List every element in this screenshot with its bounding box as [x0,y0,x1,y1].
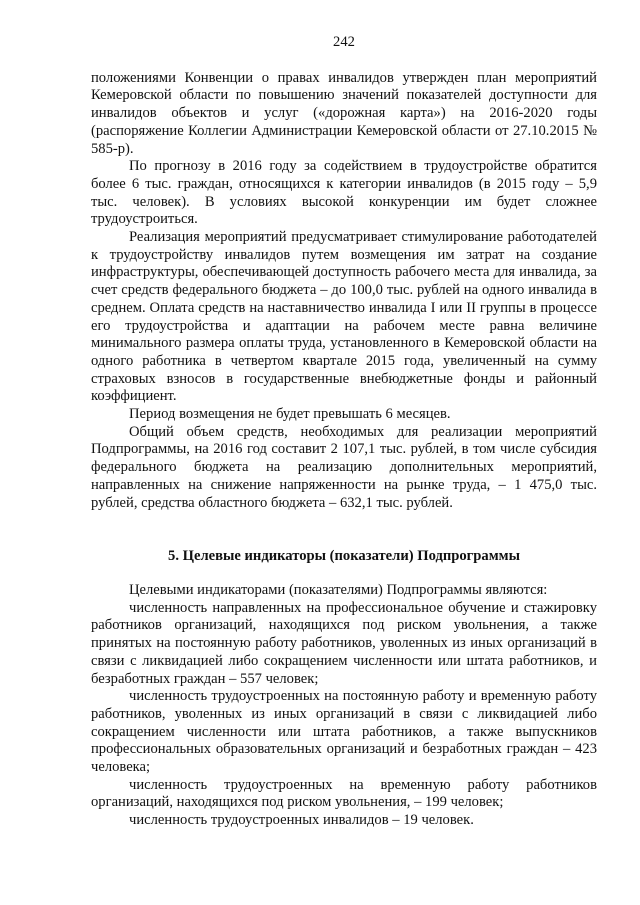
indicator-employed-count: численность трудоустроенных на постоянную работу и временную работу работников, уволенных из иных организаций в связи с ликвидацией либо сокращением численности или штата работников, а также выпускников профессиональных образовательных организаций и безработных граждан – 423 человека; [91,688,597,776]
paragraph-employer-stimulation: Реализация мероприятий предусматривает стимулирование работодателей к трудоустройству инвалидов путем возмещения им затрат на создание инфраструктуры, обеспечивающей доступность рабочего места для инвалида, за счет средств федерального бюджета – до 100,0 тыс. рублей на одного инвалида в среднем. Оплата средств на наставничество инвалида I или II группы в процессе его трудоустройства и адаптации на рабочем месте равна величине минимального размера оплаты труда, установленного в Кемеровской области на одного работника в четвертом квартале 2015 года, увеличенный на сумму страховых взносов в государственные внебюджетные фонды и районный коэффициент. [91,229,597,405]
paragraph-convention-plan: положениями Конвенции о правах инвалидов утвержден план мероприятий Кемеровской области по повышению значений показателей доступности для инвалидов объектов и услуг («дорожная карта») на 2016-2020 годы (распоряжение Коллегии Администрации Кемеровской области от 27.10.2015 № 585-р). [91,69,597,157]
section-title: 5. Целевые индикаторы (показатели) Подпрограммы [168,548,520,565]
page-number: 242 [333,34,355,50]
indicator-training-count: численность направленных на профессиональное обучение и стажировку работников организаций, находящихся под риском увольнения, а также принятых на постоянную работу работников, уволенных из иных организаций в связи с ликвидацией либо сокращением численности или штата работников, и безработных граждан – 557 человек; [91,599,597,687]
indicator-disabled-employed-count: численность трудоустроенных инвалидов – 19 человек. [129,812,474,829]
indicator-temporary-work-count: численность трудоустроенных на временную работу работников организаций, находящихся под риском увольнения, – 199 человек; [91,776,597,811]
paragraph-reimbursement-period: Период возмещения не будет превышать 6 месяцев. [129,406,451,423]
paragraph-total-funding: Общий объем средств, необходимых для реализации мероприятий Подпрограммы, на 2016 год составит 2 107,1 тыс. рублей, в том числе субсидия федерального бюджета на реализацию дополнительных мероприятий, направленных на снижение напряженности на рынке труда, – 1 475,0 тыс. рублей, средства областного бюджета – 632,1 тыс. рублей. [91,423,597,511]
document-page [91,34,597,830]
paragraph-indicators-intro: Целевыми индикаторами (показателями) Подпрограммы являются: [129,581,548,598]
paragraph-forecast-2016: По прогнозу в 2016 году за содействием в трудоустройстве обратится более 6 тыс. граждан, относящихся к категории инвалидов (в 2015 году – 5,9 тыс. человек). В условиях высокой конкуренции им будет сложнее трудоустроиться. [91,158,597,228]
